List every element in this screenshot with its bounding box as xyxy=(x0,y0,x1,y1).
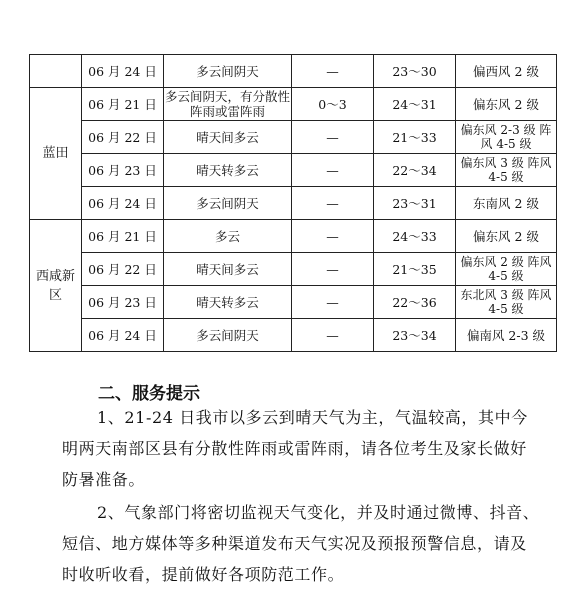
table-row xyxy=(30,220,557,253)
rainfall-cell: — xyxy=(292,187,374,220)
date-cell: 06 月 24 日 xyxy=(82,187,164,220)
date-cell: 06 月 24 日 xyxy=(82,319,164,352)
table-row xyxy=(30,253,557,286)
temperature-cell: 23～30 xyxy=(374,55,456,88)
temperature-cell: 21～35 xyxy=(374,253,456,286)
wind-cell: 偏东风 2 级 xyxy=(456,220,557,253)
wind-cell: 偏东风 2 级 xyxy=(456,88,557,121)
temperature-cell: 23～31 xyxy=(374,187,456,220)
rainfall-cell: — xyxy=(292,55,374,88)
date-cell: 06 月 21 日 xyxy=(82,220,164,253)
date-cell: 06 月 22 日 xyxy=(82,253,164,286)
rainfall-cell: — xyxy=(292,319,374,352)
temperature-cell: 24～33 xyxy=(374,220,456,253)
service-tip-paragraph: 1、21-24 日我市以多云到晴天气为主，气温较高，其中今明两天南部区县有分散性阵雨或雷阵雨，请各位考生及家长做好防暑准备。 xyxy=(62,408,528,489)
wind-cell: 东南风 2 级 xyxy=(456,187,557,220)
table-row xyxy=(30,187,557,220)
date-cell: 06 月 22 日 xyxy=(82,121,164,154)
date-cell: 06 月 23 日 xyxy=(82,154,164,187)
region-cell: 蓝田 xyxy=(30,88,82,220)
weather-cell: 多云间阴天 xyxy=(164,319,292,352)
temperature-cell: 22～36 xyxy=(374,286,456,319)
wind-cell: 偏南风 2-3 级 xyxy=(456,319,557,352)
weather-cell: 晴天间多云 xyxy=(164,253,292,286)
temperature-cell: 22～34 xyxy=(374,154,456,187)
date-cell: 06 月 23 日 xyxy=(82,286,164,319)
region-cell: 西咸新区 xyxy=(30,220,82,352)
section-heading: 二、服务提示 xyxy=(98,384,200,404)
temperature-cell: 24～31 xyxy=(374,88,456,121)
wind-cell: 偏西风 2 级 xyxy=(456,55,557,88)
rainfall-cell: 0～3 xyxy=(292,88,374,121)
temperature-cell: 21～33 xyxy=(374,121,456,154)
table-row xyxy=(30,55,557,88)
weather-cell: 晴天间多云 xyxy=(164,121,292,154)
wind-cell: 偏东风 3 级 阵风 4-5 级 xyxy=(456,154,557,187)
weather-cell: 晴天转多云 xyxy=(164,286,292,319)
table-row xyxy=(30,88,557,121)
wind-cell: 东北风 3 级 阵风 4-5 级 xyxy=(456,286,557,319)
weather-cell: 晴天转多云 xyxy=(164,154,292,187)
table-row xyxy=(30,286,557,319)
weather-cell: 多云 xyxy=(164,220,292,253)
wind-cell: 偏东风 2 级 阵风 4-5 级 xyxy=(456,253,557,286)
rainfall-cell: — xyxy=(292,286,374,319)
wind-cell: 偏东风 2-3 级 阵风 4-5 级 xyxy=(456,121,557,154)
temperature-cell: 23～34 xyxy=(374,319,456,352)
weather-forecast-table xyxy=(29,54,557,352)
date-cell: 06 月 21 日 xyxy=(82,88,164,121)
rainfall-cell: — xyxy=(292,121,374,154)
rainfall-cell: — xyxy=(292,220,374,253)
table-row xyxy=(30,319,557,352)
rainfall-cell: — xyxy=(292,253,374,286)
date-cell: 06 月 24 日 xyxy=(82,55,164,88)
service-tip-paragraph: 2、气象部门将密切监视天气变化，并及时通过微博、抖音、短信、地方媒体等多种渠道发布天气实况及预报预警信息，请及时收听收看，提前做好各项防范工作。 xyxy=(62,503,540,584)
rainfall-cell: — xyxy=(292,154,374,187)
weather-cell: 多云间阴天，有分散性阵雨或雷阵雨 xyxy=(164,89,290,119)
table-row xyxy=(30,154,557,187)
weather-cell: 多云间阴天 xyxy=(164,187,292,220)
table-row xyxy=(30,121,557,154)
weather-cell: 多云间阴天 xyxy=(164,55,292,88)
region-cell xyxy=(30,55,82,88)
